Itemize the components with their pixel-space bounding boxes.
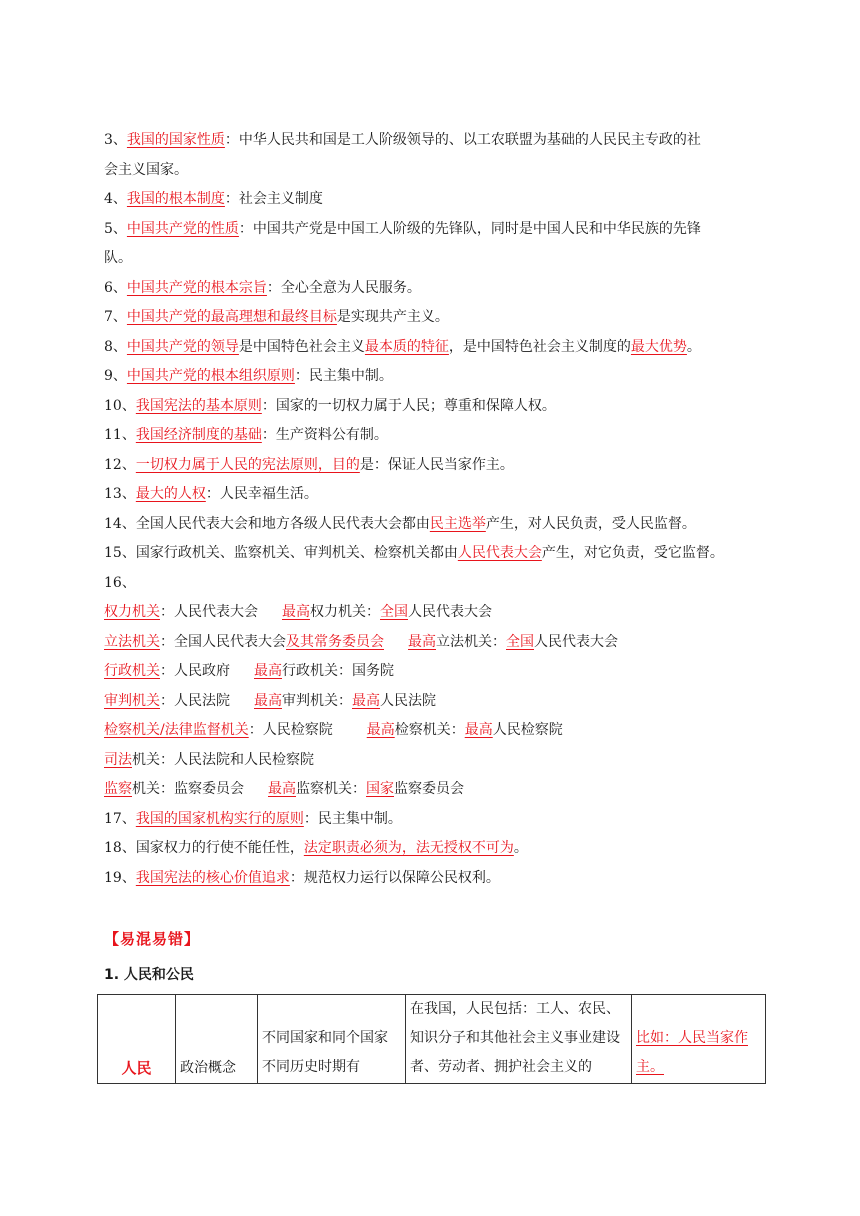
key-term: 中国共产党的根本组织原则: [126, 368, 295, 384]
item-text: ：全心全意为人民服务。: [266, 279, 421, 296]
key-term: 我国的国家性质: [126, 132, 225, 148]
item-number: 18、: [104, 840, 136, 856]
table-cell: [258, 995, 406, 1084]
key-term: 中国共产党的领导: [126, 338, 239, 355]
item-text: ：规范权力运行以保障公民权利。: [289, 869, 500, 886]
organ-text: 行政机关：国务院: [282, 663, 394, 679]
item-number: 10、: [104, 397, 136, 414]
item-7: [104, 303, 764, 333]
item-16: [104, 569, 764, 599]
key-term: 最高: [282, 604, 310, 620]
item-text: ：生产资料公有制。: [261, 427, 388, 443]
organ-text: ：全国人民代表大会: [160, 633, 286, 650]
key-term: 人民代表大会: [457, 545, 542, 561]
item-text: 会主义国家。: [104, 161, 188, 178]
organ-text: 监察机关：: [296, 781, 366, 797]
item-text: ，是中国特色社会主义制度的: [448, 338, 631, 355]
cell-text: 在我国，人民包括：工人、农民、知识分子和其他社会主义事业建设者、劳动者、拥护社会主义的: [410, 1001, 620, 1075]
organ-text: 人民检察院: [492, 722, 563, 738]
item-text: 是实现共产主义。: [336, 309, 449, 325]
table-cell: [632, 995, 766, 1084]
item-10: [104, 392, 764, 422]
organ-text: 监察委员会: [394, 781, 464, 797]
item-text: 是：保证人民当家作主。: [359, 456, 514, 473]
key-term: 最高: [268, 781, 296, 797]
item-5: [104, 215, 764, 245]
item-text: ：中国共产党是中国工人阶级的先锋队，同时是中国人民和中华民族的先锋: [238, 220, 701, 237]
item-number: 16、: [104, 574, 136, 591]
key-term: 最高: [464, 722, 493, 738]
table-cell: [406, 995, 632, 1084]
item-text: 是中国特色社会主义: [238, 338, 365, 355]
item-6: [104, 274, 764, 304]
item-11: [104, 421, 764, 451]
key-term: 最高: [352, 692, 380, 709]
item-text: ：民主集中制。: [294, 368, 393, 384]
comparison-table: [97, 994, 766, 1084]
organ-text: ：人民政府: [160, 663, 230, 679]
organ-text: 检察机关：: [394, 722, 465, 738]
item-number: 11、: [104, 427, 136, 443]
organ-text: 人民法院: [380, 692, 436, 709]
item-14: [104, 510, 764, 540]
organ-row: [104, 598, 764, 628]
organ-text: 权力机关：: [310, 604, 380, 620]
key-term: 及其常务委员会: [286, 633, 384, 650]
cell-text: 政治概念: [180, 1060, 236, 1076]
key-term: 中国共产党的根本宗旨: [126, 279, 267, 296]
organ-text: ：人民代表大会: [160, 604, 258, 620]
key-term: 法定职责必须为，法无授权不可为: [303, 840, 514, 856]
section-heading: 【易混易错】: [104, 930, 201, 948]
key-term: 民主选举: [429, 515, 486, 532]
table-row: [98, 995, 766, 1084]
key-term: 中国共产党的最高理想和最终目标: [126, 309, 337, 325]
item-text: 国家权力的行使不能任性，: [135, 840, 304, 856]
item-17: [104, 805, 764, 835]
key-term: 我国宪法的基本原则: [135, 397, 262, 414]
key-term: 最高: [254, 692, 282, 709]
item-3: [104, 126, 764, 156]
item-text: 15、国家行政机关、监察机关、审判机关、检察机关都由: [104, 545, 458, 561]
item-8: [104, 333, 764, 363]
item-number: 6、: [104, 279, 127, 296]
table-cell: [176, 995, 258, 1084]
item-number: 4、: [104, 191, 127, 207]
key-term: 国家: [366, 781, 394, 797]
key-term: 最大的人权: [135, 486, 206, 502]
key-term: 我国的国家机构实行的原则: [135, 810, 304, 827]
item-text: ：社会主义制度: [224, 191, 323, 207]
section-subheading: 1. 人民和公民: [104, 967, 194, 983]
cell-text: 不同国家和同个国家不同历史时期有: [262, 1030, 388, 1075]
organ-text: 立法机关：: [436, 633, 506, 650]
item-text: 产生，对它负责，受它监督。: [541, 545, 724, 561]
item-9: [104, 362, 764, 392]
item-18: [104, 834, 764, 864]
organ-name: 检察机关/法律监督机关: [104, 722, 249, 738]
key-term: 我国的根本制度: [126, 191, 225, 207]
organ-text: 审判机关：: [282, 692, 352, 709]
document-body: [104, 126, 764, 893]
item-15: [104, 539, 764, 569]
organ-name: 审判机关: [104, 692, 160, 709]
key-term: 最高: [408, 633, 436, 650]
item-number: 3、: [104, 132, 127, 148]
cell-text: 人民: [121, 1059, 152, 1077]
item-text: 队。: [104, 250, 132, 266]
item-number: 7、: [104, 309, 127, 325]
item-text: ：中华人民共和国是工人阶级领导的、以工农联盟为基础的人民民主专政的社: [224, 132, 701, 148]
organ-row: [104, 775, 764, 805]
item-12: [104, 451, 764, 481]
item-19: [104, 864, 764, 894]
item-number: 12、: [104, 456, 136, 473]
organ-row: [104, 716, 764, 746]
organ-name: 行政机关: [104, 663, 160, 679]
key-term: 我国经济制度的基础: [135, 427, 262, 443]
item-text: ：国家的一切权力属于人民；尊重和保障人权。: [261, 397, 556, 414]
key-term: 中国共产党的性质: [126, 220, 239, 237]
organ-text: ：人民法院: [160, 692, 230, 709]
key-term: 最本质的特征: [364, 338, 449, 355]
organ-text: ：人民检察院: [248, 722, 333, 738]
item-number: 13、: [104, 486, 136, 502]
organ-name: 立法机关: [104, 633, 160, 650]
item-text: 产生，对人民负责，受人民监督。: [485, 515, 696, 532]
item-text: ：民主集中制。: [303, 810, 402, 827]
key-term: 一切权力属于人民的宪法原则，目的: [135, 456, 360, 473]
organ-row: [104, 657, 764, 687]
organ-text: 人民代表大会: [534, 633, 618, 650]
item-4: [104, 185, 764, 215]
cell-text: 比如：人民当家作主。: [636, 1030, 748, 1075]
key-term: 全国: [506, 633, 534, 650]
item-text: 。: [513, 840, 528, 856]
organ-text: 机关：人民法院和人民检察院: [132, 751, 314, 768]
organ-row: [104, 687, 764, 717]
item-text: ：人民幸福生活。: [205, 486, 318, 502]
organ-row: [104, 746, 764, 776]
key-term: 我国宪法的核心价值追求: [135, 869, 290, 886]
key-term: 最大优势: [630, 338, 687, 355]
item-number: 19、: [104, 869, 136, 886]
item-13: [104, 480, 764, 510]
organ-text: 人民代表大会: [408, 604, 492, 620]
key-term: 最高: [254, 663, 282, 679]
item-5-cont: [104, 244, 764, 274]
organ-row: [104, 628, 764, 658]
item-number: 8、: [104, 338, 127, 355]
organ-name: 权力机关: [104, 604, 160, 620]
table-cell: [98, 995, 176, 1084]
item-3-cont: [104, 156, 764, 186]
organ-name: 司法: [104, 751, 132, 768]
item-number: 5、: [104, 220, 127, 237]
key-term: 最高: [366, 722, 395, 738]
item-text: 。: [686, 338, 701, 355]
organ-text: 机关：监察委员会: [132, 781, 244, 797]
key-term: 全国: [380, 604, 408, 620]
item-text: 14、全国人民代表大会和地方各级人民代表大会都由: [104, 515, 430, 532]
organ-name: 监察: [104, 781, 132, 797]
item-number: 9、: [104, 368, 127, 384]
item-number: 17、: [104, 810, 136, 827]
